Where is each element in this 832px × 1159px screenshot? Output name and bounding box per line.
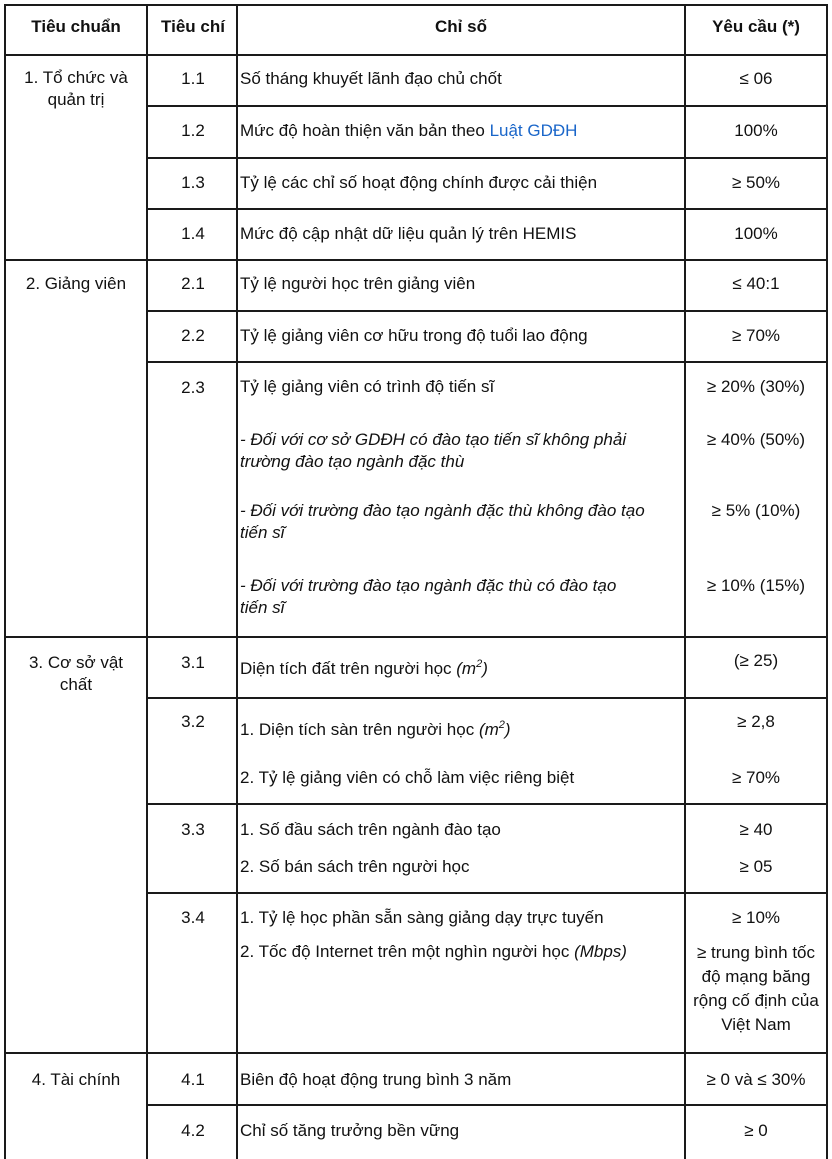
row-divider: [146, 697, 828, 699]
indicator-text: Mức độ hoàn thiện văn bản theo Luật GDĐH: [240, 121, 578, 140]
requirement-value: ≥ 50%: [731, 173, 781, 192]
requirement-value: ≥ 40% (50%): [706, 430, 806, 449]
column-divider-2: [236, 4, 238, 1159]
indicator-subitem: 1. Tỷ lệ học phần sẵn sàng giảng dạy trực tuyến: [240, 908, 604, 927]
standard-divider-3: [4, 1052, 828, 1054]
indicator-text: Tỷ lệ người học trên giảng viên: [240, 274, 476, 293]
criterion-code: 4.2: [181, 1121, 205, 1140]
indicator-text: Biên độ hoạt động trung bình 3 năm: [240, 1070, 512, 1089]
criterion-code: 1.3: [181, 173, 205, 192]
table-border-left: [4, 4, 6, 1159]
requirement-value: ≤ 06: [739, 69, 773, 88]
header-indicator: Chỉ số: [435, 17, 487, 36]
indicator-text: Tỷ lệ giảng viên có trình độ tiến sĩ: [240, 377, 495, 396]
criterion-code: 2.2: [181, 326, 205, 345]
criterion-code: 1.1: [181, 69, 205, 88]
indicator-subitem: 1. Số đầu sách trên ngành đào tạo: [240, 820, 501, 839]
criterion-code: 3.3: [181, 820, 205, 839]
criterion-code: 4.1: [181, 1070, 205, 1089]
requirement-value: 100%: [734, 121, 778, 140]
requirement-value: ≥ 0 và ≤ 30%: [706, 1070, 806, 1089]
requirement-value: ≥ 40: [739, 820, 773, 839]
indicator-subitem: - Đối với trường đào tạo ngành đặc thù có đào tạo tiến sĩ: [240, 576, 617, 618]
indicator-subitem: 1. Diện tích sàn trên người học $(m^2)$: [240, 719, 511, 739]
standard-3-label: 3. Cơ sở vật chất: [28, 653, 124, 695]
indicator-text: Diện tích đất trên người học $(m^2)$: [240, 658, 488, 678]
criterion-code: 3.2: [181, 712, 205, 731]
requirement-value: ≤ 40:1: [732, 274, 780, 293]
standard-4-label: 4. Tài chính: [31, 1070, 121, 1089]
standard-2-label: 2. Giảng viên: [25, 274, 127, 293]
row-divider: [146, 157, 828, 159]
header-criterion: Tiêu chí: [161, 17, 225, 36]
row-divider: [146, 1104, 828, 1106]
indicator-text: Tỷ lệ các chỉ số hoạt động chính được cải thiện: [240, 173, 598, 192]
indicator-subitem: - Đối với trường đào tạo ngành đặc thù không đào tạo tiến sĩ: [240, 501, 645, 543]
row-divider: [146, 361, 828, 363]
standard-divider-1: [4, 259, 828, 261]
indicator-text: Chỉ số tăng trưởng bền vững: [240, 1121, 460, 1140]
indicator-text: Mức độ cập nhật dữ liệu quản lý trên HEMIS: [240, 224, 577, 243]
requirement-value: ≥ 5% (10%): [711, 501, 801, 520]
header-divider: [4, 54, 828, 56]
criterion-code: 2.3: [181, 378, 205, 397]
law-link[interactable]: Luật GDĐH: [489, 121, 578, 140]
criterion-code: 1.2: [181, 121, 205, 140]
row-divider: [146, 310, 828, 312]
criterion-code: 3.1: [181, 653, 205, 672]
column-divider-1: [146, 4, 148, 1159]
header-requirement: Yêu cầu (*): [712, 17, 800, 36]
indicator-text: Tỷ lệ giảng viên cơ hữu trong độ tuổi lao động: [240, 326, 588, 345]
requirement-value: (≥ 25): [733, 651, 779, 670]
requirement-value: ≥ 10%: [731, 908, 781, 927]
requirement-value: ≥ 10% (15%): [706, 576, 806, 595]
requirement-value: ≥ 0: [744, 1121, 768, 1140]
criterion-code: 1.4: [181, 224, 205, 243]
standard-divider-2: [4, 636, 828, 638]
header-standard: Tiêu chuẩn: [31, 17, 121, 36]
row-divider: [146, 803, 828, 805]
indicator-subitem: 2. Tốc độ Internet trên một nghìn người học (Mbps): [240, 942, 627, 961]
row-divider: [146, 892, 828, 894]
row-divider: [146, 105, 828, 107]
requirement-value: 100%: [734, 224, 778, 243]
table-border-top: [4, 4, 828, 6]
requirement-value: ≥ 70%: [731, 768, 781, 787]
requirement-value: ≥ 05: [739, 857, 773, 876]
requirement-value: ≥ 70%: [731, 326, 781, 345]
requirement-value: ≥ trung bình tốc độ mạng băng rộng cố định của Việt Nam: [693, 943, 819, 1034]
table-border-right: [826, 4, 828, 1159]
indicator-subitem: - Đối với cơ sở GDĐH có đào tạo tiến sĩ không phải trường đào tạo ngành đặc thù: [240, 430, 627, 472]
row-divider: [146, 208, 828, 210]
requirement-value: ≥ 20% (30%): [706, 377, 806, 396]
criterion-code: 2.1: [181, 274, 205, 293]
indicator-text: Số tháng khuyết lãnh đạo chủ chốt: [240, 69, 502, 88]
requirement-value: ≥ 2,8: [737, 712, 775, 731]
criterion-code: 3.4: [181, 908, 205, 927]
indicator-subitem: 2. Tỷ lệ giảng viên có chỗ làm việc riêng biệt: [240, 768, 575, 787]
indicator-subitem: 2. Số bán sách trên người học: [240, 857, 470, 876]
standard-1-label: 1. Tổ chức và quản trị: [24, 68, 128, 110]
